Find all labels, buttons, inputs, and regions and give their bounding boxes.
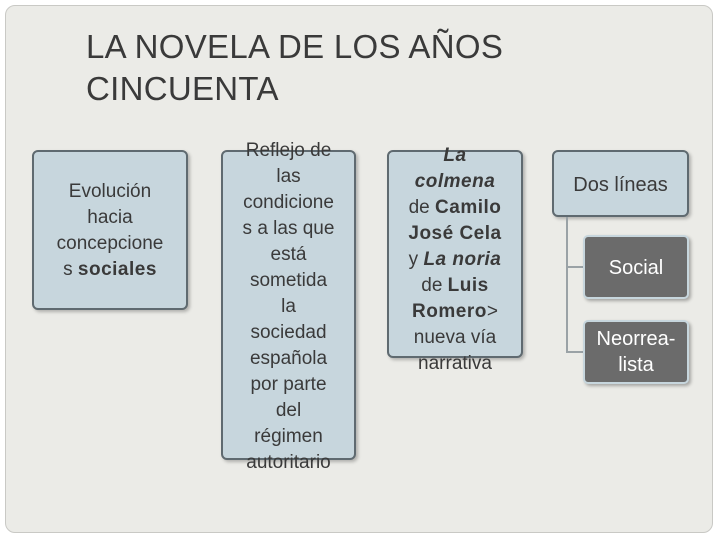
reflejo-line: autoritario — [246, 452, 331, 473]
connector-vertical — [566, 217, 568, 353]
evolucion-line: concepcione — [56, 233, 164, 254]
y-conjunction: y — [408, 249, 424, 270]
reflejo-line: del — [275, 400, 302, 421]
reflejo-line: por parte — [250, 374, 327, 395]
reflejo-line: condicione — [243, 192, 334, 213]
neorrea-line-2: lista — [618, 354, 654, 376]
neorrea-line-1: Neorrea- — [596, 328, 676, 350]
reflejo-line: española — [249, 348, 328, 369]
title-line-1: LA NOVELA DE LOS AÑOS — [86, 28, 504, 65]
reflejo-line: Reflejo de — [245, 140, 332, 161]
connector-neorrea — [566, 351, 583, 353]
arrow: > — [486, 301, 498, 322]
tail-line-1: nueva vía — [413, 327, 497, 348]
reflejo-line: está — [270, 244, 307, 265]
reflejo-text — [223, 138, 354, 476]
reflejo-line: las — [276, 166, 301, 187]
tail-line-2: narrativa — [418, 353, 492, 374]
author-2b-line — [389, 299, 521, 325]
novel-title-1a: La — [443, 145, 467, 166]
novel-title-2-line — [389, 247, 521, 273]
novel-author-2-line — [389, 273, 521, 299]
novelas-text — [389, 143, 521, 377]
social-label: Social — [608, 257, 664, 279]
box-dos-lineas — [552, 150, 689, 217]
title-line-2: CINCUENTA — [86, 70, 279, 107]
evolucion-line: Evolución — [68, 181, 152, 202]
de-1: de — [408, 197, 436, 218]
evolucion-line: hacia — [87, 207, 133, 228]
author-2b: Romero — [412, 301, 487, 322]
reflejo-line: sometida — [249, 270, 328, 291]
box-reflejo — [221, 140, 356, 473]
dos-lineas-label: Dos líneas — [573, 174, 668, 196]
evolucion-prefix: s — [63, 259, 78, 280]
connector-social — [566, 266, 583, 268]
de-2: de — [421, 275, 448, 296]
box-social — [583, 235, 689, 299]
evolucion-line-last — [34, 257, 186, 283]
author-1b: José Cela — [408, 223, 502, 244]
box-neorrealista — [583, 320, 689, 384]
author-1a: Camilo — [435, 197, 502, 218]
reflejo-line: s a las que — [242, 218, 335, 239]
author-2a: Luis — [447, 275, 489, 296]
evolucion-bold: sociales — [77, 259, 157, 280]
box-novelas — [387, 145, 523, 374]
novel-author-1-line — [389, 195, 521, 221]
box-evolucion — [32, 150, 188, 310]
reflejo-line: la — [281, 296, 296, 317]
novel-title-1b: colmena — [414, 171, 496, 192]
reflejo-line: régimen — [254, 426, 323, 447]
reflejo-line: sociedad — [250, 322, 327, 343]
novel-title-2: La noria — [423, 249, 502, 270]
slide-title — [86, 26, 646, 110]
